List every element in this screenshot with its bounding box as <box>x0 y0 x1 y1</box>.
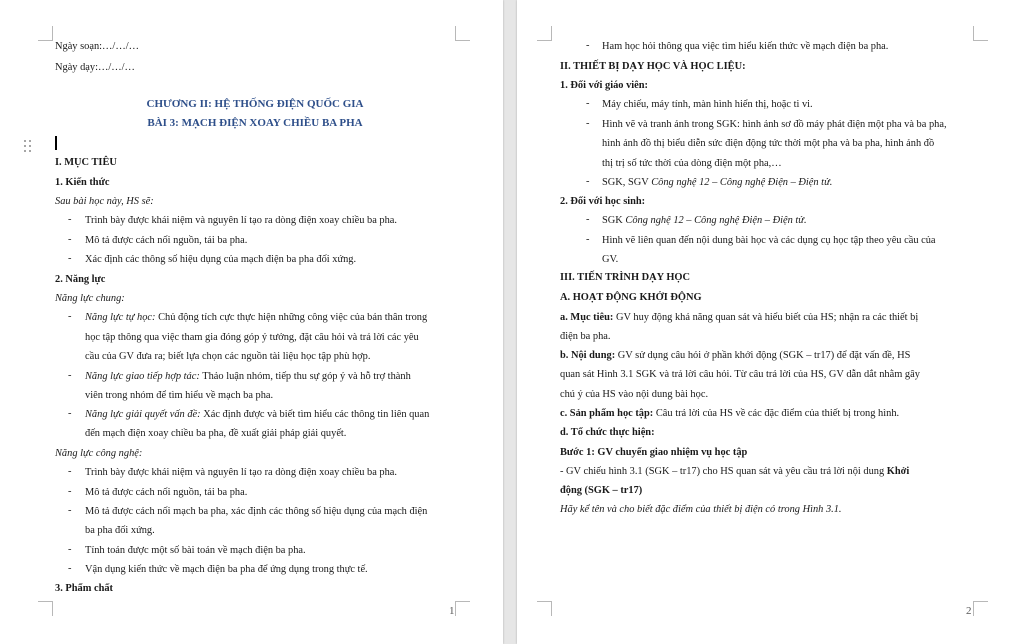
document-page-1 <box>0 0 503 644</box>
item-text: SGK <box>602 215 623 226</box>
list-item-continued: viên trong nhóm để tìm hiểu về mạch ba pha. <box>85 390 274 401</box>
list-item-continued: ba pha đối xứng. <box>85 525 155 536</box>
chapter-title: CHƯƠNG II: HỆ THỐNG ĐIỆN QUỐC GIA <box>146 98 364 110</box>
item-label: Năng lực tự học: <box>85 312 156 323</box>
bullet-dash: - <box>68 253 72 264</box>
list-item <box>602 214 807 227</box>
list-item-continued: cầu của GV đưa ra; biết lựa chọn các nguồn tài liệu học tập phù hợp. <box>85 351 371 362</box>
bullet-dash: - <box>68 408 72 419</box>
crop-mark <box>38 601 53 616</box>
organization-heading: d. Tổ chức thực hiện: <box>560 427 655 438</box>
content-label: b. Nội dung: <box>560 350 616 361</box>
objective-continued: điện ba pha. <box>560 331 611 342</box>
objective-text: GV huy động khả năng quan sát và hiểu biết của HS; nhận ra các thiết bị <box>616 312 919 323</box>
instruction-bold: Khởi <box>886 466 910 477</box>
competency-heading: Năng lực công nghệ: <box>55 448 143 459</box>
subsection-heading: 3. Phẩm chất <box>55 583 114 594</box>
product-line <box>560 407 899 420</box>
subsection-heading: 2. Năng lực <box>55 274 106 285</box>
content-continued: chú ý của HS vào nội dung bài học. <box>560 389 709 400</box>
instruction-line <box>560 465 909 478</box>
list-item: Vận dụng kiến thức về mạch điện ba pha để ứng dụng trong thực tế. <box>85 564 368 575</box>
product-label: c. Sản phẩm học tập: <box>560 408 654 419</box>
subsection-heading: 1. Đối với giáo viên: <box>560 80 649 91</box>
list-item: Ham học hỏi thông qua việc tìm hiểu kiến thức về mạch điện ba pha. <box>602 41 889 52</box>
step-heading: Bước 1: GV chuyển giao nhiệm vụ học tập <box>560 447 748 458</box>
date-taught: Ngày dạy:…/…/… <box>55 62 135 73</box>
objective-line <box>560 311 918 324</box>
content-line <box>560 349 910 362</box>
section-heading: II. THIẾT BỊ DẠY HỌC VÀ HỌC LIỆU: <box>560 61 746 72</box>
list-item-continued: GV. <box>602 254 619 265</box>
date-prepared: Ngày soạn:…/…/… <box>55 41 139 52</box>
instruction-continued: động (SGK – tr17) <box>560 485 643 496</box>
list-item: Mô tả được cách nối nguồn, tải ba pha. <box>85 487 248 498</box>
subsection-heading: 2. Đối với học sinh: <box>560 196 646 207</box>
activity-heading: A. HOẠT ĐỘNG KHỞI ĐỘNG <box>560 292 702 303</box>
section-heading: III. TIẾN TRÌNH DẠY HỌC <box>560 272 691 283</box>
item-label: Năng lực giao tiếp hợp tác: <box>85 371 200 382</box>
list-item: Mô tả được cách nối mạch ba pha, xác định các thông số hiệu dụng của mạch điện <box>85 506 428 517</box>
item-text: Chủ động tích cực thực hiện những công việc của bản thân trong <box>158 312 428 323</box>
book-title: Công nghệ 12 – Công nghệ Điện – Điện tử. <box>625 215 807 226</box>
bullet-dash: - <box>586 118 590 129</box>
crop-mark <box>537 601 552 616</box>
list-item <box>85 311 427 324</box>
section-heading: I. MỤC TIÊU <box>55 157 117 168</box>
list-item <box>85 370 411 383</box>
list-item <box>602 176 832 189</box>
bullet-dash: - <box>68 486 72 497</box>
list-item-continued: thị trị số tức thời của dòng điện một pha,… <box>602 158 782 169</box>
page-number: 2 <box>966 605 972 617</box>
bullet-dash: - <box>586 234 590 245</box>
list-item: Máy chiếu, máy tính, màn hình hiển thị, hoặc ti vi. <box>602 99 813 110</box>
subsection-heading: 1. Kiến thức <box>55 177 110 188</box>
crop-mark <box>38 26 53 41</box>
page-number: 1 <box>449 605 455 617</box>
bullet-dash: - <box>586 214 590 225</box>
item-text: Thảo luận nhóm, tiếp thu sự góp ý và hỗ trợ thành <box>202 371 411 382</box>
bullet-dash: - <box>68 563 72 574</box>
competency-heading: Năng lực chung: <box>55 293 125 304</box>
bullet-dash: - <box>68 370 72 381</box>
list-item: Mô tả được cách nối nguồn, tải ba pha. <box>85 235 248 246</box>
drag-handle-icon[interactable] <box>24 140 34 154</box>
product-text: Câu trả lời của HS về các đặc điểm của thiết bị trong hình. <box>655 408 900 419</box>
document-page-2 <box>517 0 1010 644</box>
crop-mark <box>537 26 552 41</box>
list-item <box>85 408 429 421</box>
crop-mark <box>455 26 470 41</box>
text-cursor <box>55 136 57 150</box>
crop-mark <box>973 601 988 616</box>
intro-text: Sau bài học này, HS sẽ: <box>55 196 154 207</box>
lesson-title: BÀI 3: MẠCH ĐIỆN XOAY CHIỀU BA PHA <box>147 117 363 129</box>
objective-label: a. Mục tiêu: <box>560 312 614 323</box>
list-item-continued: đến mạch điện xoay chiều ba pha, đề xuất giải pháp giải quyết. <box>85 428 347 439</box>
bullet-dash: - <box>68 234 72 245</box>
content-continued: quan sát Hình 3.1 SGK và trả lời câu hỏi. Từ câu trả lời của HS, GV dẫn dắt nhằm gây <box>560 369 920 380</box>
item-text: SGK, SGV <box>602 177 649 188</box>
list-item: Xác định các thông số hiệu dụng của mạch điện ba pha đối xứng. <box>85 254 357 265</box>
bullet-dash: - <box>68 311 72 322</box>
bullet-dash: - <box>586 98 590 109</box>
list-item: Tính toán được một số bài toán về mạch điện ba pha. <box>85 545 306 556</box>
list-item: Hình vẽ liên quan đến nội dung bài học và các dụng cụ học tập theo yêu cầu của <box>602 235 936 246</box>
instruction-text: - GV chiếu hình 3.1 (SGK – tr17) cho HS quan sát và yêu cầu trả lời nội dung <box>560 466 885 477</box>
list-item: Trình bày được khái niệm và nguyên lí tạo ra dòng điện xoay chiều ba pha. <box>85 215 397 226</box>
crop-mark <box>455 601 470 616</box>
book-title: Công nghệ 12 – Công nghệ Điện – Điện tử. <box>651 177 833 188</box>
item-label: Năng lực giải quyết vấn đề: <box>85 409 201 420</box>
crop-mark <box>973 26 988 41</box>
content-text: GV sử dụng câu hỏi ở phần khởi động (SGK – tr17) để đặt vấn đề, HS <box>617 350 911 361</box>
list-item-continued: hình ảnh đồ thị biểu diễn sức điện động tức thời một pha và ba pha, hình ảnh đồ <box>602 138 935 149</box>
list-item: Trình bày được khái niệm và nguyên lí tạo ra dòng điện xoay chiều ba pha. <box>85 467 397 478</box>
item-text: Xác định được và biết tìm hiểu các thông tin liên quan <box>203 409 430 420</box>
bullet-dash: - <box>586 40 590 51</box>
bullet-dash: - <box>68 466 72 477</box>
bullet-dash: - <box>68 214 72 225</box>
bullet-dash: - <box>68 505 72 516</box>
bullet-dash: - <box>68 544 72 555</box>
bullet-dash: - <box>586 176 590 187</box>
list-item-continued: học tập thông qua việc tham gia đóng góp ý tưởng, đặt câu hỏi và trả lời các yêu <box>85 332 419 343</box>
question-text: Hãy kể tên và cho biết đặc điểm của thiết bị điện có trong Hình 3.1. <box>560 504 842 515</box>
list-item: Hình vẽ và tranh ảnh trong SGK: hình ảnh sơ đồ máy phát điện một pha và ba pha, <box>602 119 947 130</box>
